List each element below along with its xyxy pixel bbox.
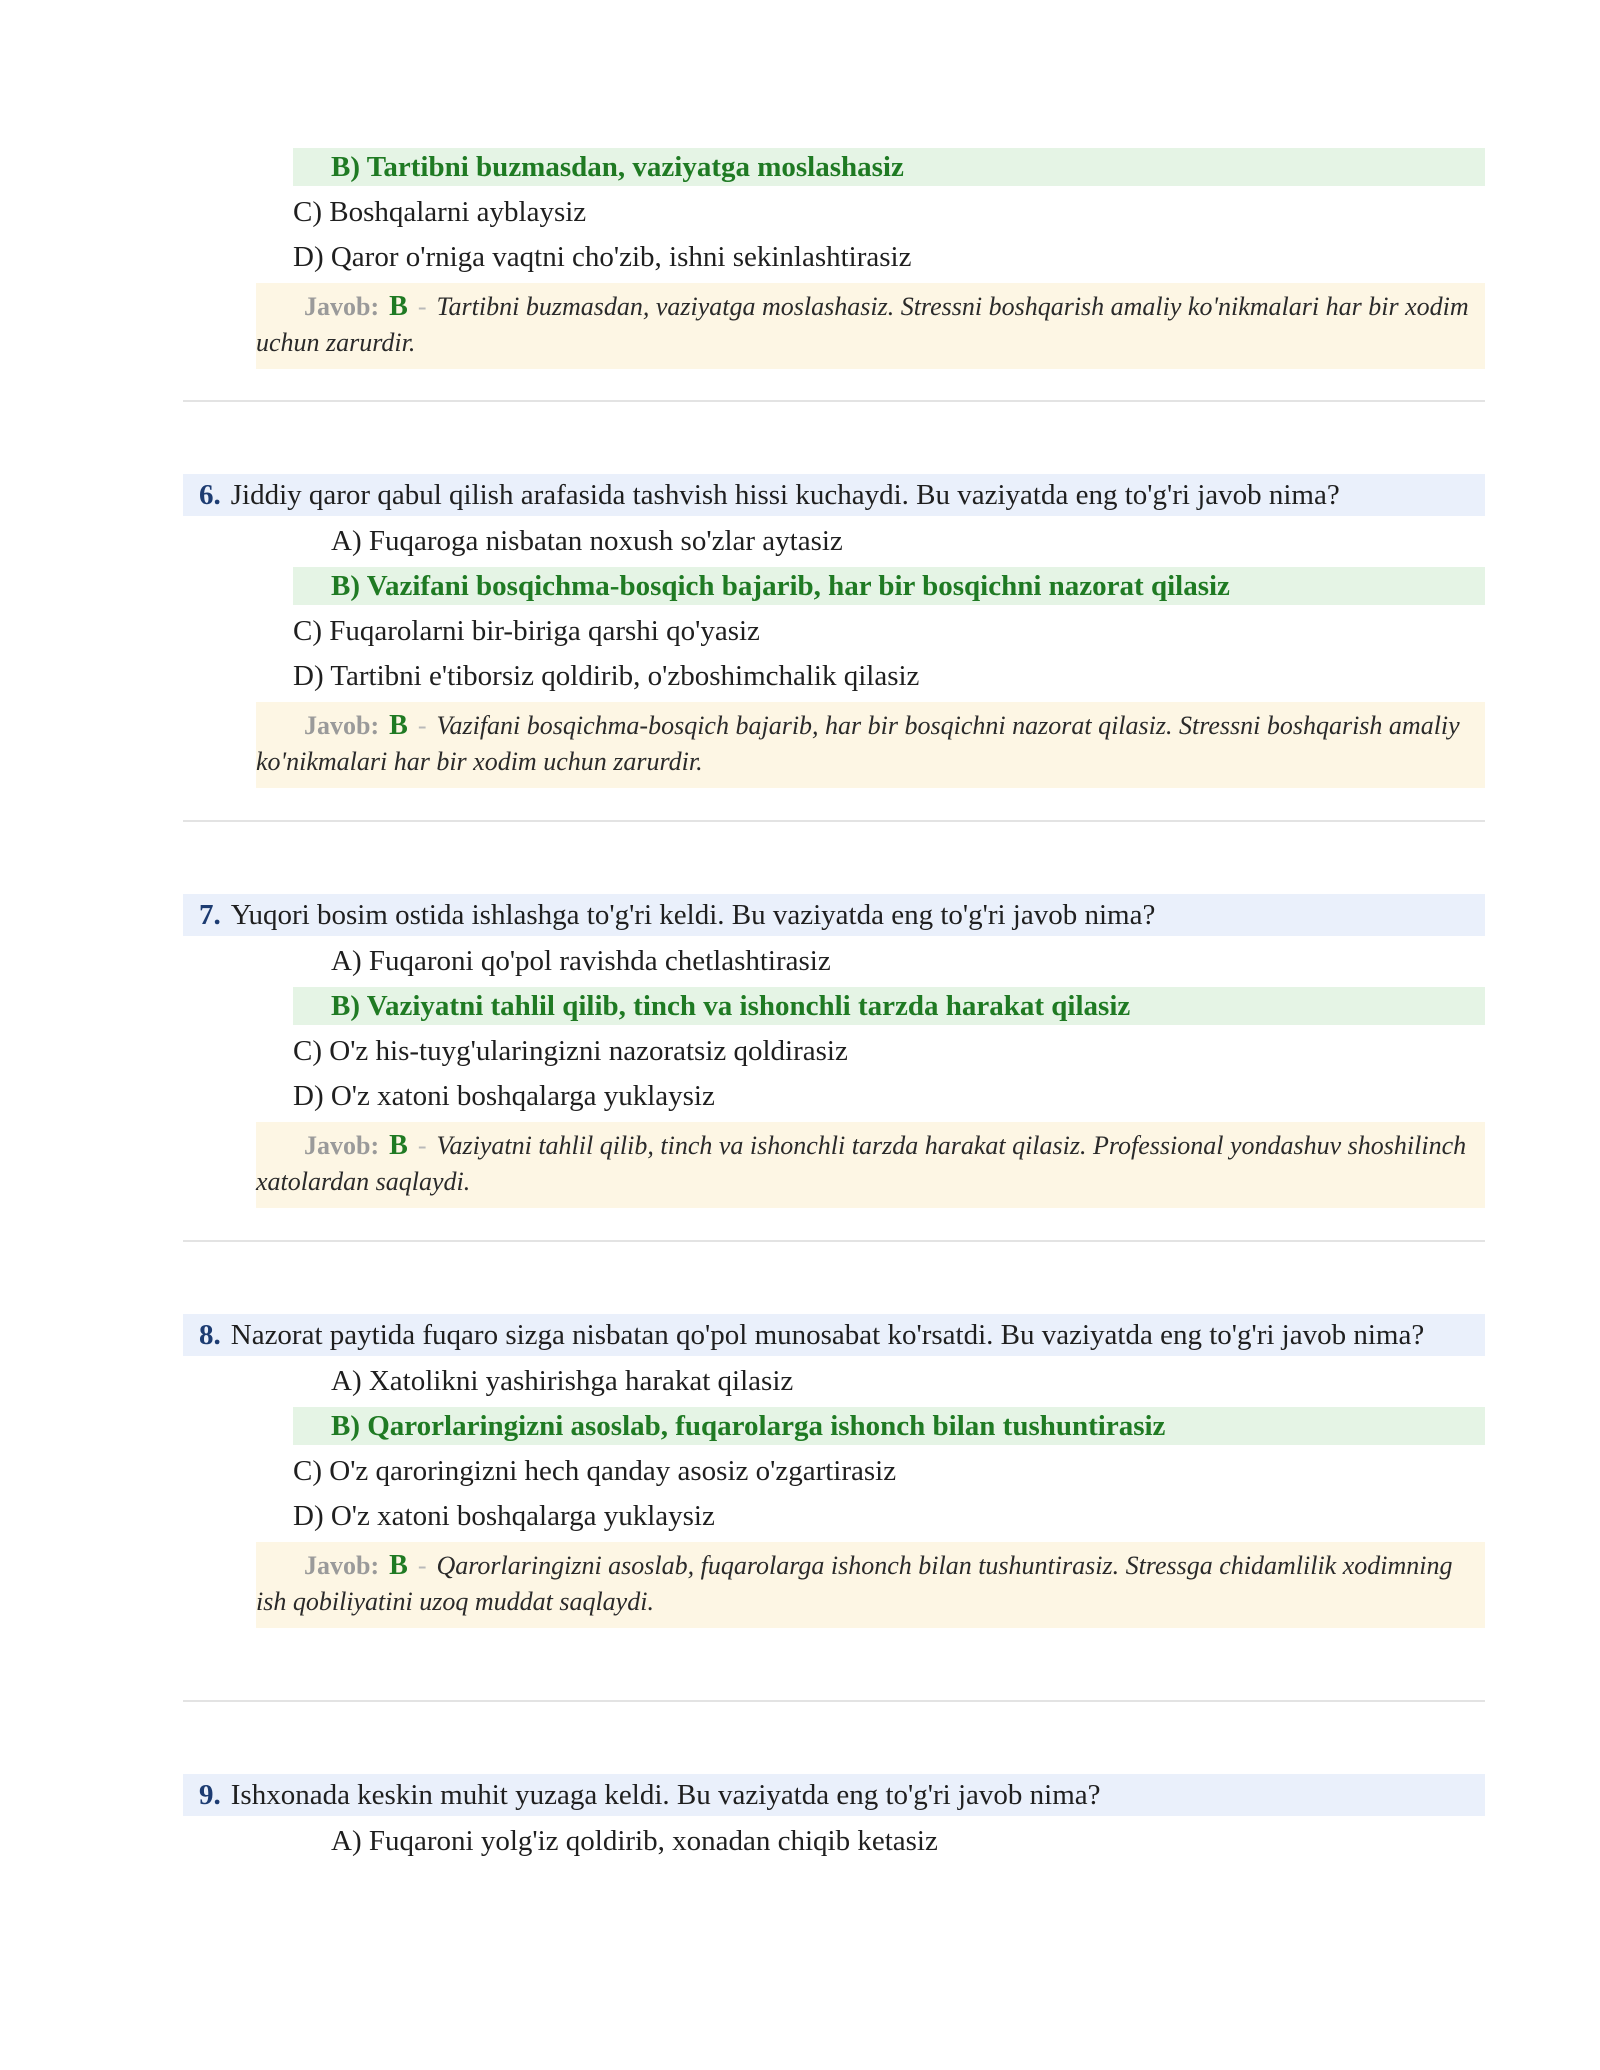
question-6 — [183, 474, 1485, 788]
answer-label: Javob: — [304, 711, 380, 740]
option-a: A) Xatolikni yashirishga harakat qilasiz — [331, 1365, 794, 1397]
question-5-tail — [183, 148, 1485, 369]
question-text: Jiddiy qaror qabul qilish arafasida tashvish hissi kuchaydi. Bu vaziyatda eng to'g'ri javob nima? — [230, 479, 1340, 511]
correct-option: B) Vaziyatni tahlil qilib, tinch va ishonchli tarzda harakat qilasiz — [293, 987, 1485, 1025]
question-number: 8. — [199, 1319, 221, 1351]
answer-dash: - — [417, 1131, 427, 1160]
question-heading — [183, 894, 1485, 936]
answer-box — [256, 283, 1485, 369]
question-number: 6. — [199, 479, 221, 511]
question-8 — [183, 1314, 1485, 1628]
answer-text: Tartibni buzmasdan, vaziyatga moslashasiz. Stressni boshqarish amaliy ko'nikmalari har bir xodim uchun zarurdir. — [256, 292, 1469, 357]
correct-option: B) Tartibni buzmasdan, vaziyatga moslashasiz — [293, 148, 1485, 186]
answer-text: Qarorlaringizni asoslab, fuqarolarga ishonch bilan tushuntirasiz. Stressga chidamlilik xodimning ish qobiliyatini uzoq muddat saqlaydi. — [256, 1551, 1453, 1616]
answer-dash: - — [417, 1551, 427, 1580]
question-heading — [183, 1314, 1485, 1356]
question-text: Nazorat paytida fuqaro sizga nisbatan qo'pol munosabat ko'rsatdi. Bu vaziyatda eng to'g'ri javob nima? — [230, 1319, 1425, 1351]
answer-letter: B — [389, 1130, 408, 1161]
divider — [183, 820, 1485, 822]
answer-box — [256, 1542, 1485, 1628]
option-c: C) O'z qaroringizni hech qanday asosiz o'zgartirasiz — [293, 1455, 897, 1487]
answer-label: Javob: — [304, 1551, 380, 1580]
question-text: Ishxonada keskin muhit yuzaga keldi. Bu vaziyatda eng to'g'ri javob nima? — [230, 1779, 1101, 1811]
option-c: C) O'z his-tuyg'ularingizni nazoratsiz qoldirasiz — [293, 1035, 848, 1067]
option-d: D) Qaror o'rniga vaqtni cho'zib, ishni sekinlashtirasiz — [293, 241, 912, 273]
option-a: A) Fuqaroni yolg'iz qoldirib, xonadan chiqib ketasiz — [331, 1825, 938, 1857]
option-d: D) Tartibni e'tiborsiz qoldirib, o'zboshimchalik qilasiz — [293, 660, 920, 692]
answer-box — [256, 1122, 1485, 1208]
correct-option: B) Vazifani bosqichma-bosqich bajarib, har bir bosqichni nazorat qilasiz — [293, 567, 1485, 605]
option-c: C) Boshqalarni ayblaysiz — [293, 196, 587, 228]
answer-text: Vaziyatni tahlil qilib, tinch va ishonchli tarzda harakat qilasiz. Professional yondashuv shoshilinch xatolardan saqlaydi. — [256, 1131, 1467, 1196]
question-number: 7. — [199, 899, 221, 931]
question-number: 9. — [199, 1779, 221, 1811]
divider — [183, 1240, 1485, 1242]
divider — [183, 400, 1485, 402]
answer-label: Javob: — [304, 292, 380, 321]
question-7 — [183, 894, 1485, 1208]
answer-letter: B — [389, 1550, 408, 1581]
answer-label: Javob: — [304, 1131, 380, 1160]
question-heading — [183, 1774, 1485, 1816]
option-d: D) O'z xatoni boshqalarga yuklaysiz — [293, 1080, 715, 1112]
option-c: C) Fuqarolarni bir-biriga qarshi qo'yasiz — [293, 615, 760, 647]
answer-text: Vazifani bosqichma-bosqich bajarib, har bir bosqichni nazorat qilasiz. Stressni boshqarish amaliy ko'nikmalari har bir xodim uchun zarurdir. — [256, 711, 1460, 776]
answer-box — [256, 702, 1485, 788]
correct-option: B) Qarorlaringizni asoslab, fuqarolarga ishonch bilan tushuntirasiz — [293, 1407, 1485, 1445]
answer-dash: - — [417, 711, 427, 740]
option-a: A) Fuqaroni qo'pol ravishda chetlashtirasiz — [331, 945, 831, 977]
divider — [183, 1700, 1485, 1702]
answer-letter: B — [389, 291, 408, 322]
option-a: A) Fuqaroga nisbatan noxush so'zlar aytasiz — [331, 525, 843, 557]
option-d: D) O'z xatoni boshqalarga yuklaysiz — [293, 1500, 715, 1532]
question-9 — [183, 1774, 1485, 1867]
question-text: Yuqori bosim ostida ishlashga to'g'ri keldi. Bu vaziyatda eng to'g'ri javob nima? — [230, 899, 1156, 931]
answer-dash: - — [417, 292, 427, 321]
question-heading — [183, 474, 1485, 516]
answer-letter: B — [389, 710, 408, 741]
